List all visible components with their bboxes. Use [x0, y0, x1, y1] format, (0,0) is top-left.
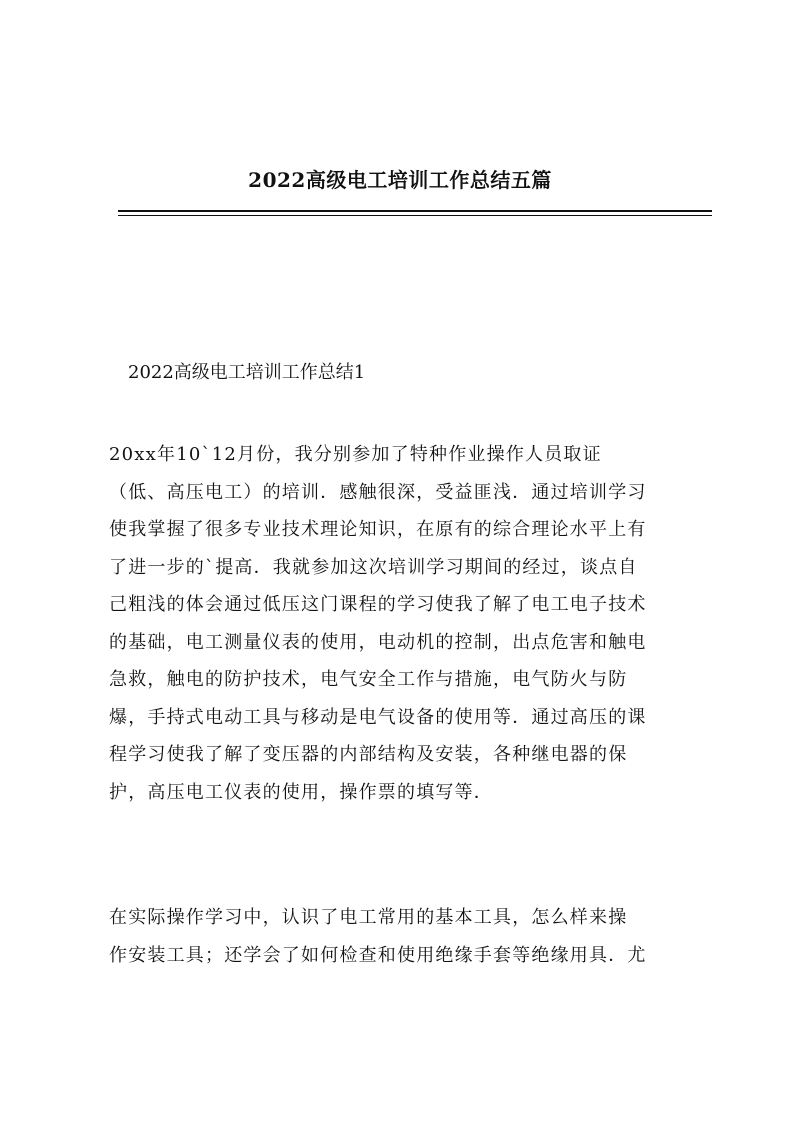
paragraph-line: 在实际操作学习中，认识了电工常用的基本工具，怎么样来操 [109, 907, 628, 928]
paragraph-2 [109, 899, 709, 974]
paragraph-line: 使我掌握了很多专业技术理论知识，在原有的综合理论水平上有 [109, 519, 647, 540]
paragraph-line: 爆，手持式电动工具与移动是电气设备的使用等．通过高压的课 [109, 706, 647, 728]
title-rule-thin [118, 215, 712, 216]
paragraph-line: 的基础，电工测量仪表的使用，电动机的控制，出点危害和触电 [109, 631, 647, 653]
paragraph-line: 急救，触电的防护技术，电气安全工作与措施，电气防火与防 [109, 669, 628, 690]
paragraph-line: 己粗浅的体会通过低压这门课程的学习使我了解了电工电子技术 [109, 594, 647, 615]
paragraph-line: 程学习使我了解了变压器的内部结构及安装，各种继电器的保 [109, 744, 628, 765]
title-rule-thick [118, 210, 712, 212]
section-heading: 2022高级电工培训工作总结1 [128, 362, 366, 383]
paragraph-1 [109, 436, 709, 811]
paragraph-line: 了进一步的`提高．我就参加这次培训学习期间的经过，谈点自 [109, 556, 638, 578]
paragraph-line: 20xx年10`12月份，我分别参加了特种作业操作人员取证 [109, 444, 602, 465]
paragraph-line: 作安装工具；还学会了如何检查和使用绝缘手套等绝缘用具．尤 [109, 944, 647, 966]
paragraph-line: （低、高压电工）的培训．感触很深，受益匪浅．通过培训学习 [109, 481, 647, 503]
paragraph-line: 护，高压电工仪表的使用，操作票的填写等． [109, 781, 493, 803]
document-title: 2022高级电工培训工作总结五篇 [248, 168, 552, 192]
